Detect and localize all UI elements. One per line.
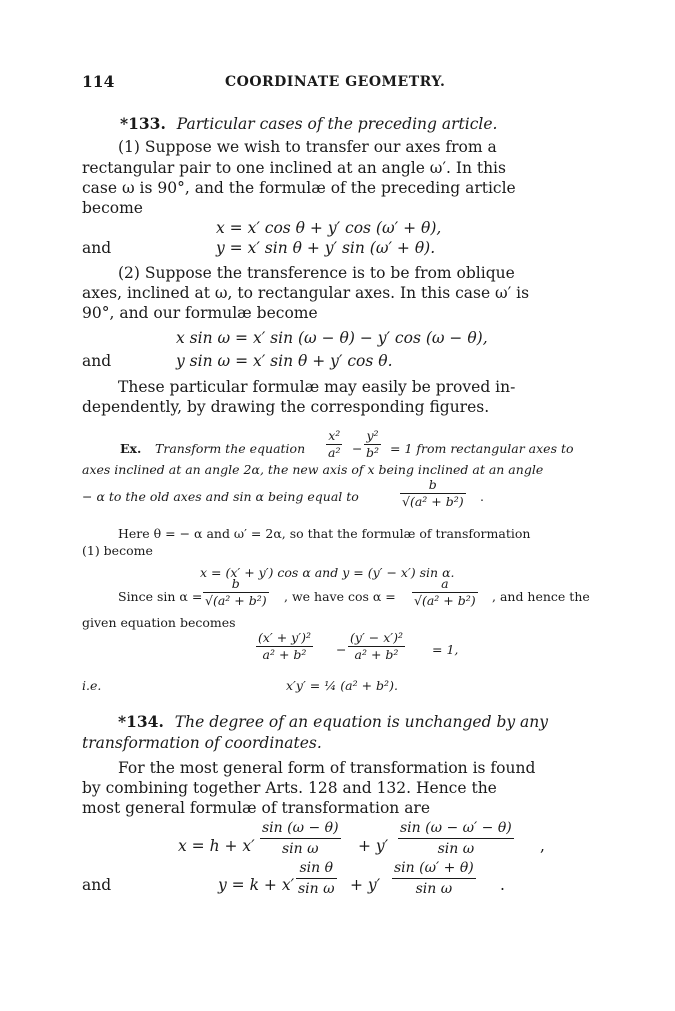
example-fraction-sin-alpha	[400, 477, 466, 510]
eq6-minus: −	[336, 642, 347, 657]
art133-p2-line3: 90°, and our formulæ become	[82, 304, 318, 322]
eq8-fraction-2	[398, 818, 514, 859]
art133-p3-line2: dependently, by drawing the corresponding figures.	[82, 398, 490, 416]
example-fraction-x2-a2	[326, 428, 342, 461]
running-title: COORDINATE GEOMETRY.	[225, 74, 446, 90]
art133-title: Particular cases of the preceding article.	[176, 115, 498, 133]
equation-7: x′y′ = ¼ (a² + b²).	[286, 678, 398, 693]
example-fraction-y2-b2	[364, 428, 381, 461]
equation-3: x sin ω = x′ sin (ω − θ) − y′ cos (ω − θ),	[176, 329, 488, 347]
eq6-fraction-1	[256, 630, 313, 663]
eq9-end: .	[500, 876, 505, 894]
eq9-fraction-2	[392, 858, 476, 899]
eq9-lhs: y = k + x′	[218, 876, 295, 894]
eq6-rhs: = 1,	[432, 642, 459, 657]
example-line1-b: = 1 from rectangular axes to	[390, 441, 574, 456]
fraction-numerator: sin (ω′ + θ)	[392, 858, 476, 879]
eq8-plus: + y′	[358, 837, 389, 855]
fraction-numerator: sin (ω − θ)	[260, 818, 341, 839]
fraction-denominator: √(a² + b²)	[402, 494, 464, 509]
fraction-denominator: a²	[328, 445, 341, 460]
fraction-denominator: b²	[366, 445, 380, 460]
fraction-denominator: sin ω	[415, 881, 453, 897]
and-label-1: and	[82, 239, 112, 257]
example-minus: −	[352, 441, 363, 456]
page-number: 114	[82, 72, 115, 91]
art133-p1-line3: case ω is 90°, and the formulæ of the preceding article	[82, 179, 516, 197]
example-here-line1: Here θ = − α and ω′ = 2α, so that the formulæ of transformation	[118, 526, 531, 541]
example-period: .	[480, 489, 484, 504]
eq9-fraction-1	[296, 858, 337, 899]
fraction-numerator: sin (ω − ω′ − θ)	[398, 818, 514, 839]
eq9-plus: + y′	[350, 876, 381, 894]
example-line3: − α to the old axes and sin α being equal to	[82, 489, 359, 504]
fraction-denominator: a² + b²	[262, 647, 307, 662]
equation-2: y = x′ sin θ + y′ sin (ω′ + θ).	[216, 239, 436, 257]
example-line1-a: Transform the equation	[155, 441, 306, 456]
art134-heading	[118, 712, 548, 732]
since-text-c: , and hence the	[492, 589, 590, 604]
since-text-a: Since sin α =	[118, 589, 203, 604]
fraction-denominator: sin ω	[298, 881, 335, 897]
fraction-numerator: sin θ	[296, 858, 337, 879]
fraction-denominator: √(a² + b²)	[205, 593, 267, 608]
since-fraction-sin	[203, 576, 269, 609]
fraction-denominator: sin ω	[437, 841, 475, 857]
art134-p-line1: For the most general form of transformation is found	[118, 759, 536, 777]
art133-p2-line2: axes, inclined at ω, to rectangular axes. In this case ω′ is	[82, 284, 530, 302]
art134-title-line2: transformation of coordinates.	[82, 734, 322, 752]
example-line2: axes inclined at an angle 2α, the new axis of x being inclined at an angle	[82, 462, 544, 477]
art133-p2-line1: (2) Suppose the transference is to be from oblique	[118, 264, 515, 282]
fraction-denominator: a² + b²	[354, 647, 399, 662]
and-label-2: and	[82, 352, 112, 370]
equation-4: y sin ω = x′ sin θ + y′ cos θ.	[176, 352, 393, 370]
example-label: Ex.	[120, 441, 142, 456]
art133-p3-line1: These particular formulæ may easily be proved in-	[118, 378, 516, 396]
fraction-numerator: y²	[364, 428, 381, 445]
eq8-lhs: x = h + x′	[178, 837, 255, 855]
art134-p-line3: most general formulæ of transformation are	[82, 799, 431, 817]
since-text-b: , we have cos α =	[284, 589, 396, 604]
art134-title-line1: The degree of an equation is unchanged by any	[174, 713, 549, 731]
fraction-numerator: b	[203, 576, 269, 593]
art133-heading	[120, 114, 497, 134]
fraction-numerator: (y′ − x′)²	[350, 630, 403, 645]
art133-number: *133.	[120, 114, 166, 133]
fraction-denominator: sin ω	[281, 841, 319, 857]
fraction-numerator: b	[400, 477, 466, 494]
art133-p1-line4: become	[82, 199, 143, 217]
art134-p-line2: by combining together Arts. 128 and 132. Hence the	[82, 779, 497, 797]
ie-label: i.e.	[82, 678, 102, 693]
fraction-denominator: √(a² + b²)	[414, 593, 476, 608]
eq6-fraction-2	[348, 630, 405, 663]
art134-number: *134.	[118, 712, 164, 731]
fraction-numerator: (x′ + y′)²	[258, 630, 311, 645]
equation-1: x = x′ cos θ + y′ cos (ω′ + θ),	[216, 219, 442, 237]
since-fraction-cos	[412, 576, 478, 609]
example-here-line2: (1) become	[82, 543, 153, 558]
art133-p1-line1: (1) Suppose we wish to transfer our axes from a	[118, 138, 497, 156]
equation-5: x = (x′ + y′) cos α and y = (y′ − x′) sin α.	[200, 565, 455, 580]
eq8-fraction-1	[260, 818, 341, 859]
art133-p1-line2: rectangular pair to one inclined at an angle ω′. In this	[82, 159, 506, 177]
eq8-end: ,	[540, 837, 545, 855]
given-equation-text: given equation becomes	[82, 615, 236, 630]
fraction-numerator: a	[412, 576, 478, 593]
and-label-3: and	[82, 876, 112, 894]
fraction-numerator: x²	[326, 428, 342, 445]
